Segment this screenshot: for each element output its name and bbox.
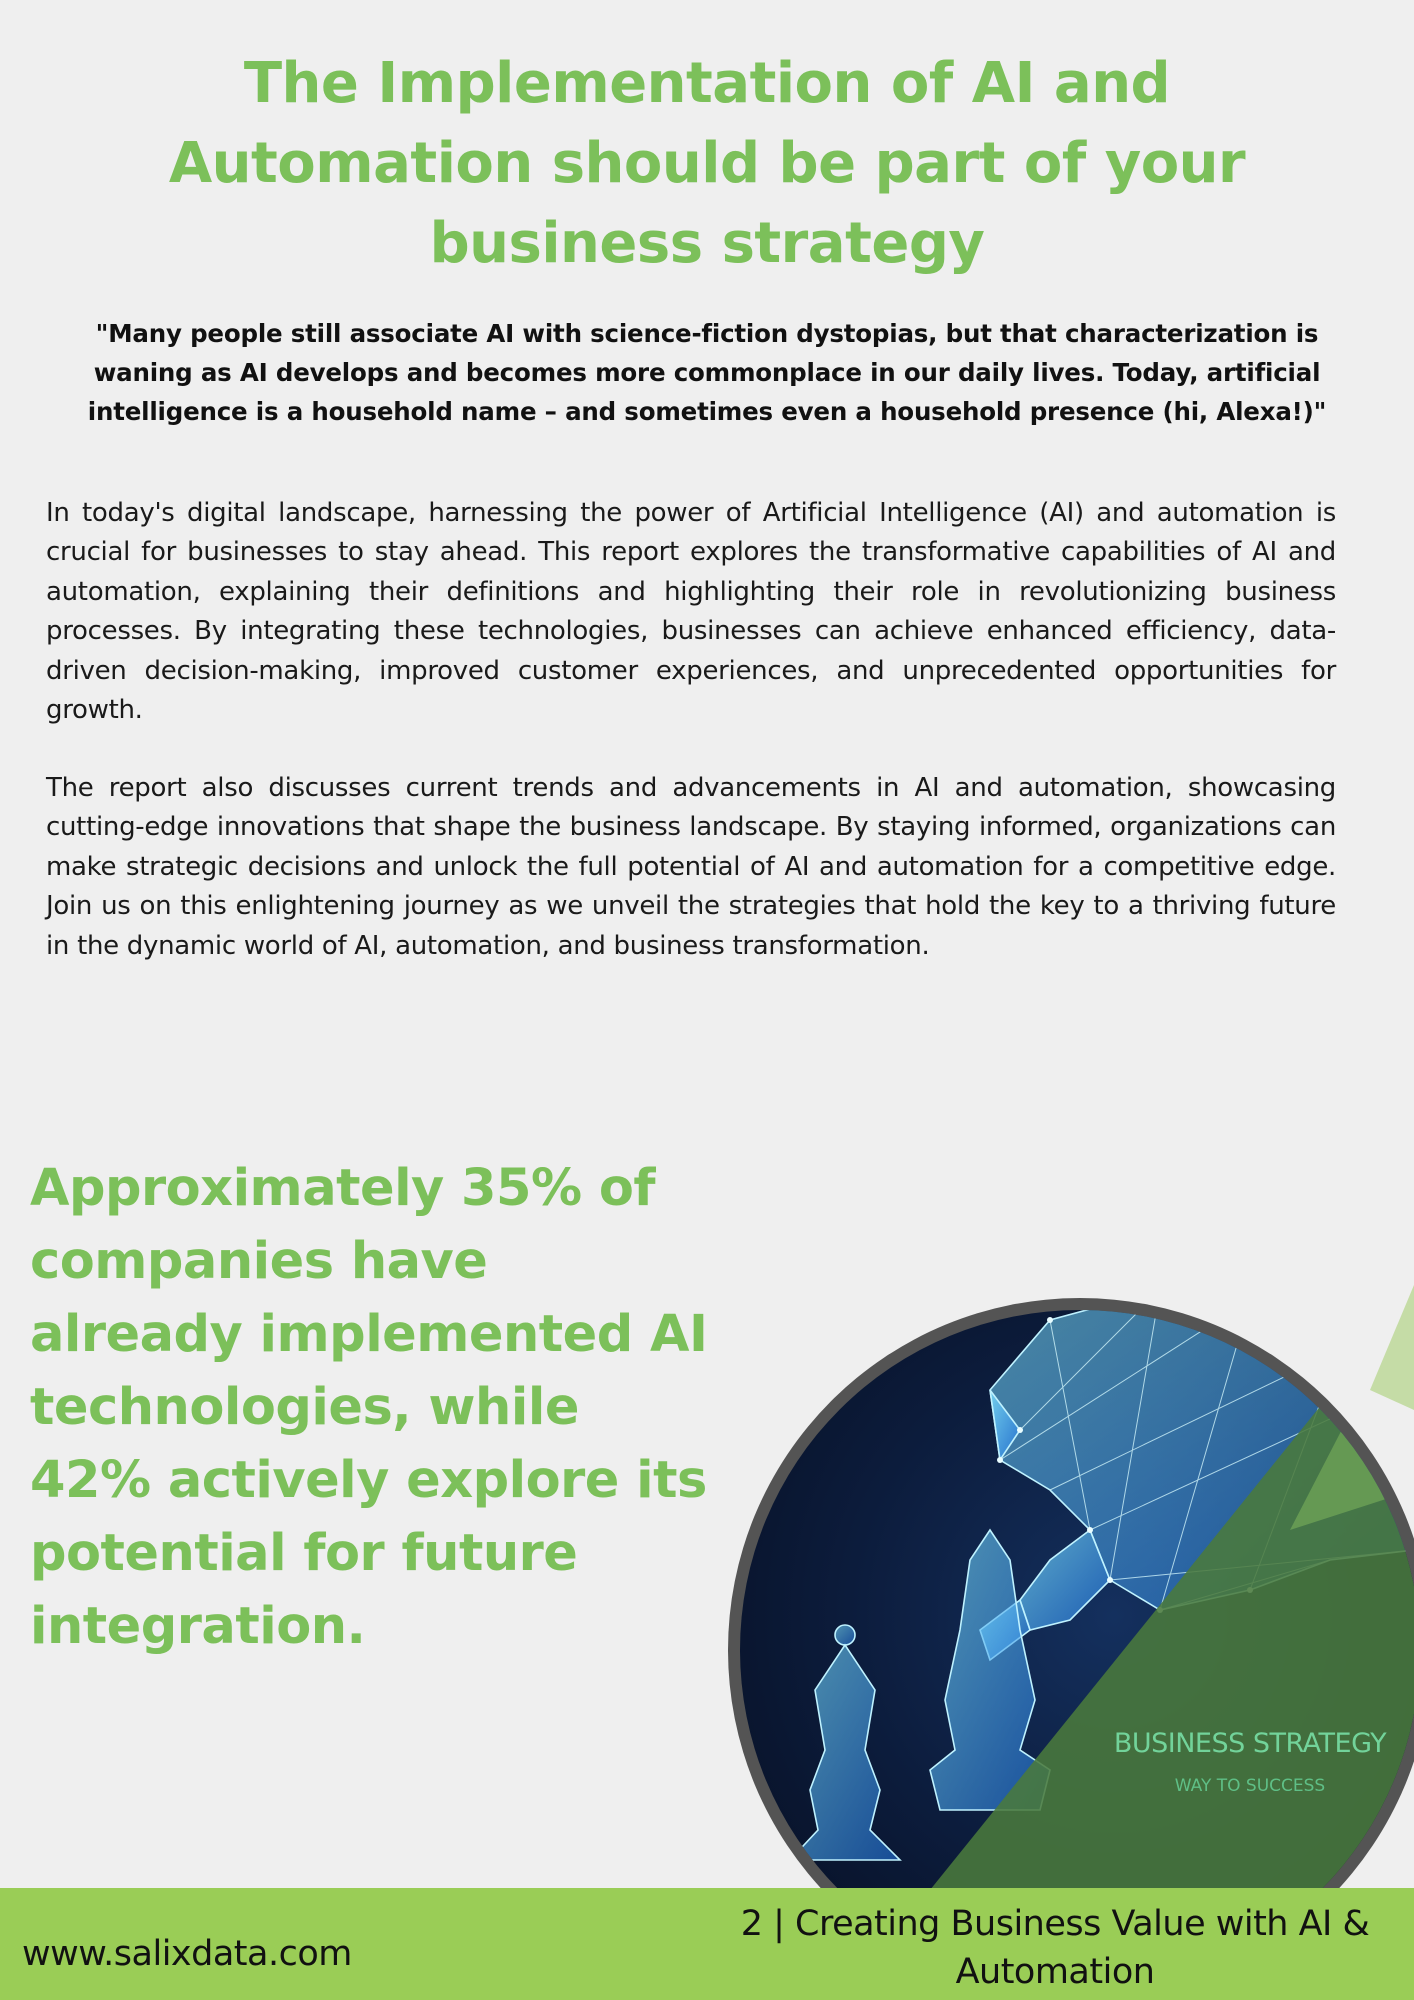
page-title: The Implementation of AI and Automation should be part of your business strategy [168,51,1246,276]
accent-triangle [1370,1285,1414,1410]
business-strategy-illustration [690,1230,1414,1890]
intro-paragraph: In today's digital landscape, harnessing the power of Artificial Intelligence (AI) and automation is crucial for businesses to stay ahead. This report explores the transformative capabilities of AI and automation, explaining their definitions and highlighting their role in revolutionizing business processes. By integrating these technologies, businesses can achieve enhanced efficiency, data-driven decision-making, improved customer experiences, and unprecedented opportunities for growth. [46,498,1336,726]
page-footer [0,1888,1414,2000]
footer-page-title: 2 | Creating Business Value with AI & Automation [740,1904,1370,1992]
trends-paragraph: The report also discusses current trends and advancements in AI and automation, showcasing cutting-edge innovations that shape the business landscape. By staying informed, organizations can make strategic decisions and unlock the full potential of AI and automation for a competitive edge. Join us on this enlightening journey as we unveil the strategies that hold the key to a thriving future in the dynamic world of AI, automation, and business transformation. [46,773,1336,961]
website-link[interactable]: www.salixdata.com [22,1934,352,1974]
statistic-callout: Approximately 35% of companies have already implemented AI technologies, while 42% actively explore its potential for future integration. [30,1159,708,1656]
illustration-sublabel: WAY TO SUCCESS [1174,1776,1326,1796]
illustration-label: BUSINESS STRATEGY [1113,1728,1387,1759]
pull-quote: "Many people still associate AI with science-fiction dystopias, but that characterization is waning as AI develops and becomes more commonplace in our daily lives. Today, artificial intelligence is a household name – and sometimes even a household presence (hi, Alexa!)" [87,319,1327,426]
